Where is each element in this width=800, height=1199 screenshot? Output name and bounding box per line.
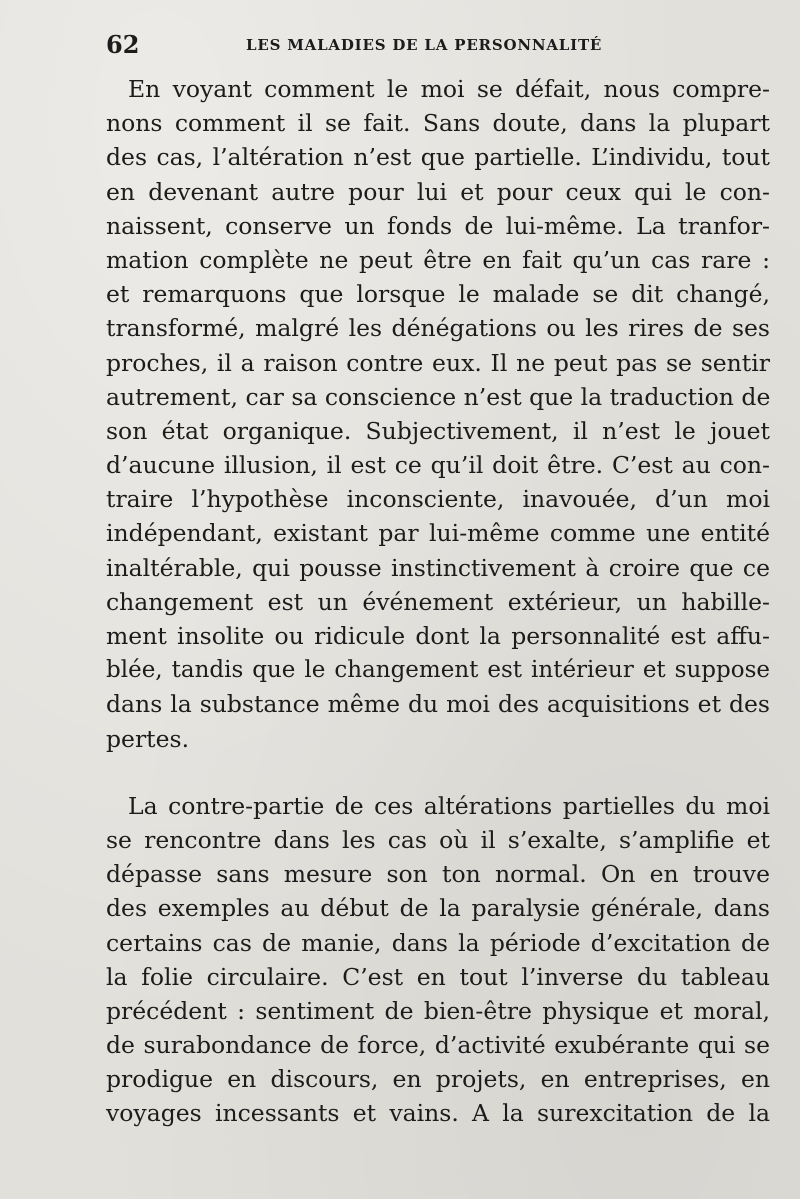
text-line: des cas, l’altération n’est que partielle. L’individu, tout (106, 143, 770, 172)
text-line: d’aucune illusion, il est ce qu’il doit être. C’est au con- (106, 451, 770, 480)
text-line: transformé, malgré les dénégations ou les rires de ses (106, 314, 770, 343)
text-line: proches, il a raison contre eux. Il ne peut pas se sentir (106, 348, 770, 377)
body-text (106, 72, 770, 1131)
text-line: de surabondance de force, d’activité exubérante qui se (106, 1031, 770, 1060)
text-line: voyages incessants et vains. A la surexcitation de la (106, 1099, 770, 1128)
text-line: traire l’hypothèse inconsciente, inavouée, d’un moi (106, 485, 770, 514)
text-line: nons comment il se fait. Sans doute, dans la plupart (106, 109, 770, 138)
text-line: mation complète ne peut être en fait qu’un cas rare : (106, 245, 770, 274)
text-line: En voyant comment le moi se défait, nous compre- (128, 75, 770, 103)
text-line: certains cas de manie, dans la période d’excitation de (106, 928, 770, 957)
text-line: blée, tandis que le changement est intérieur et suppose (106, 657, 770, 684)
running-header (106, 30, 770, 60)
text-line: autrement, car sa conscience n’est que la traduction de (106, 382, 771, 411)
text-line: et remarquons que lorsque le malade se dit changé, (106, 280, 770, 309)
text-line: dépasse sans mesure son ton normal. On en trouve (106, 860, 770, 889)
text-line: inaltérable, qui pousse instinctivement à croire que ce (106, 553, 770, 582)
text-line: des exemples au début de la paralysie générale, dans (106, 894, 770, 923)
text-line: prodigue en discours, en projets, en entreprises, en (106, 1065, 770, 1094)
text-line: changement est un événement extérieur, un habille- (106, 587, 770, 616)
paragraph-1 (106, 72, 770, 756)
text-line: pertes. (106, 724, 190, 753)
text-line: précédent : sentiment de bien-être physique et moral, (106, 996, 770, 1025)
text-line: La contre-partie de ces altérations partielles du moi (128, 791, 770, 820)
text-line: ment insolite ou ridicule dont la personnalité est affu- (106, 622, 770, 650)
text-line: en devenant autre pour lui et pour ceux qui le con- (106, 177, 770, 206)
text-line: la folie circulaire. C’est en tout l’inverse du tableau (106, 962, 770, 991)
page-number: 62 (106, 30, 140, 59)
text-line: indépendant, existant par lui-même comme une entité (106, 519, 770, 548)
text-line: naissent, conserve un fonds de lui-même. La tranfor- (106, 211, 770, 240)
text-line: se rencontre dans les cas où il s’exalte, s’amplifie et (106, 825, 770, 854)
text-line: dans la substance même du moi des acquisitions et des (106, 690, 770, 719)
running-title: LES MALADIES DE LA PERSONNALITÉ (246, 36, 603, 54)
paragraph-2 (106, 789, 770, 1131)
text-line: son état organique. Subjectivement, il n’est le jouet (106, 416, 770, 445)
